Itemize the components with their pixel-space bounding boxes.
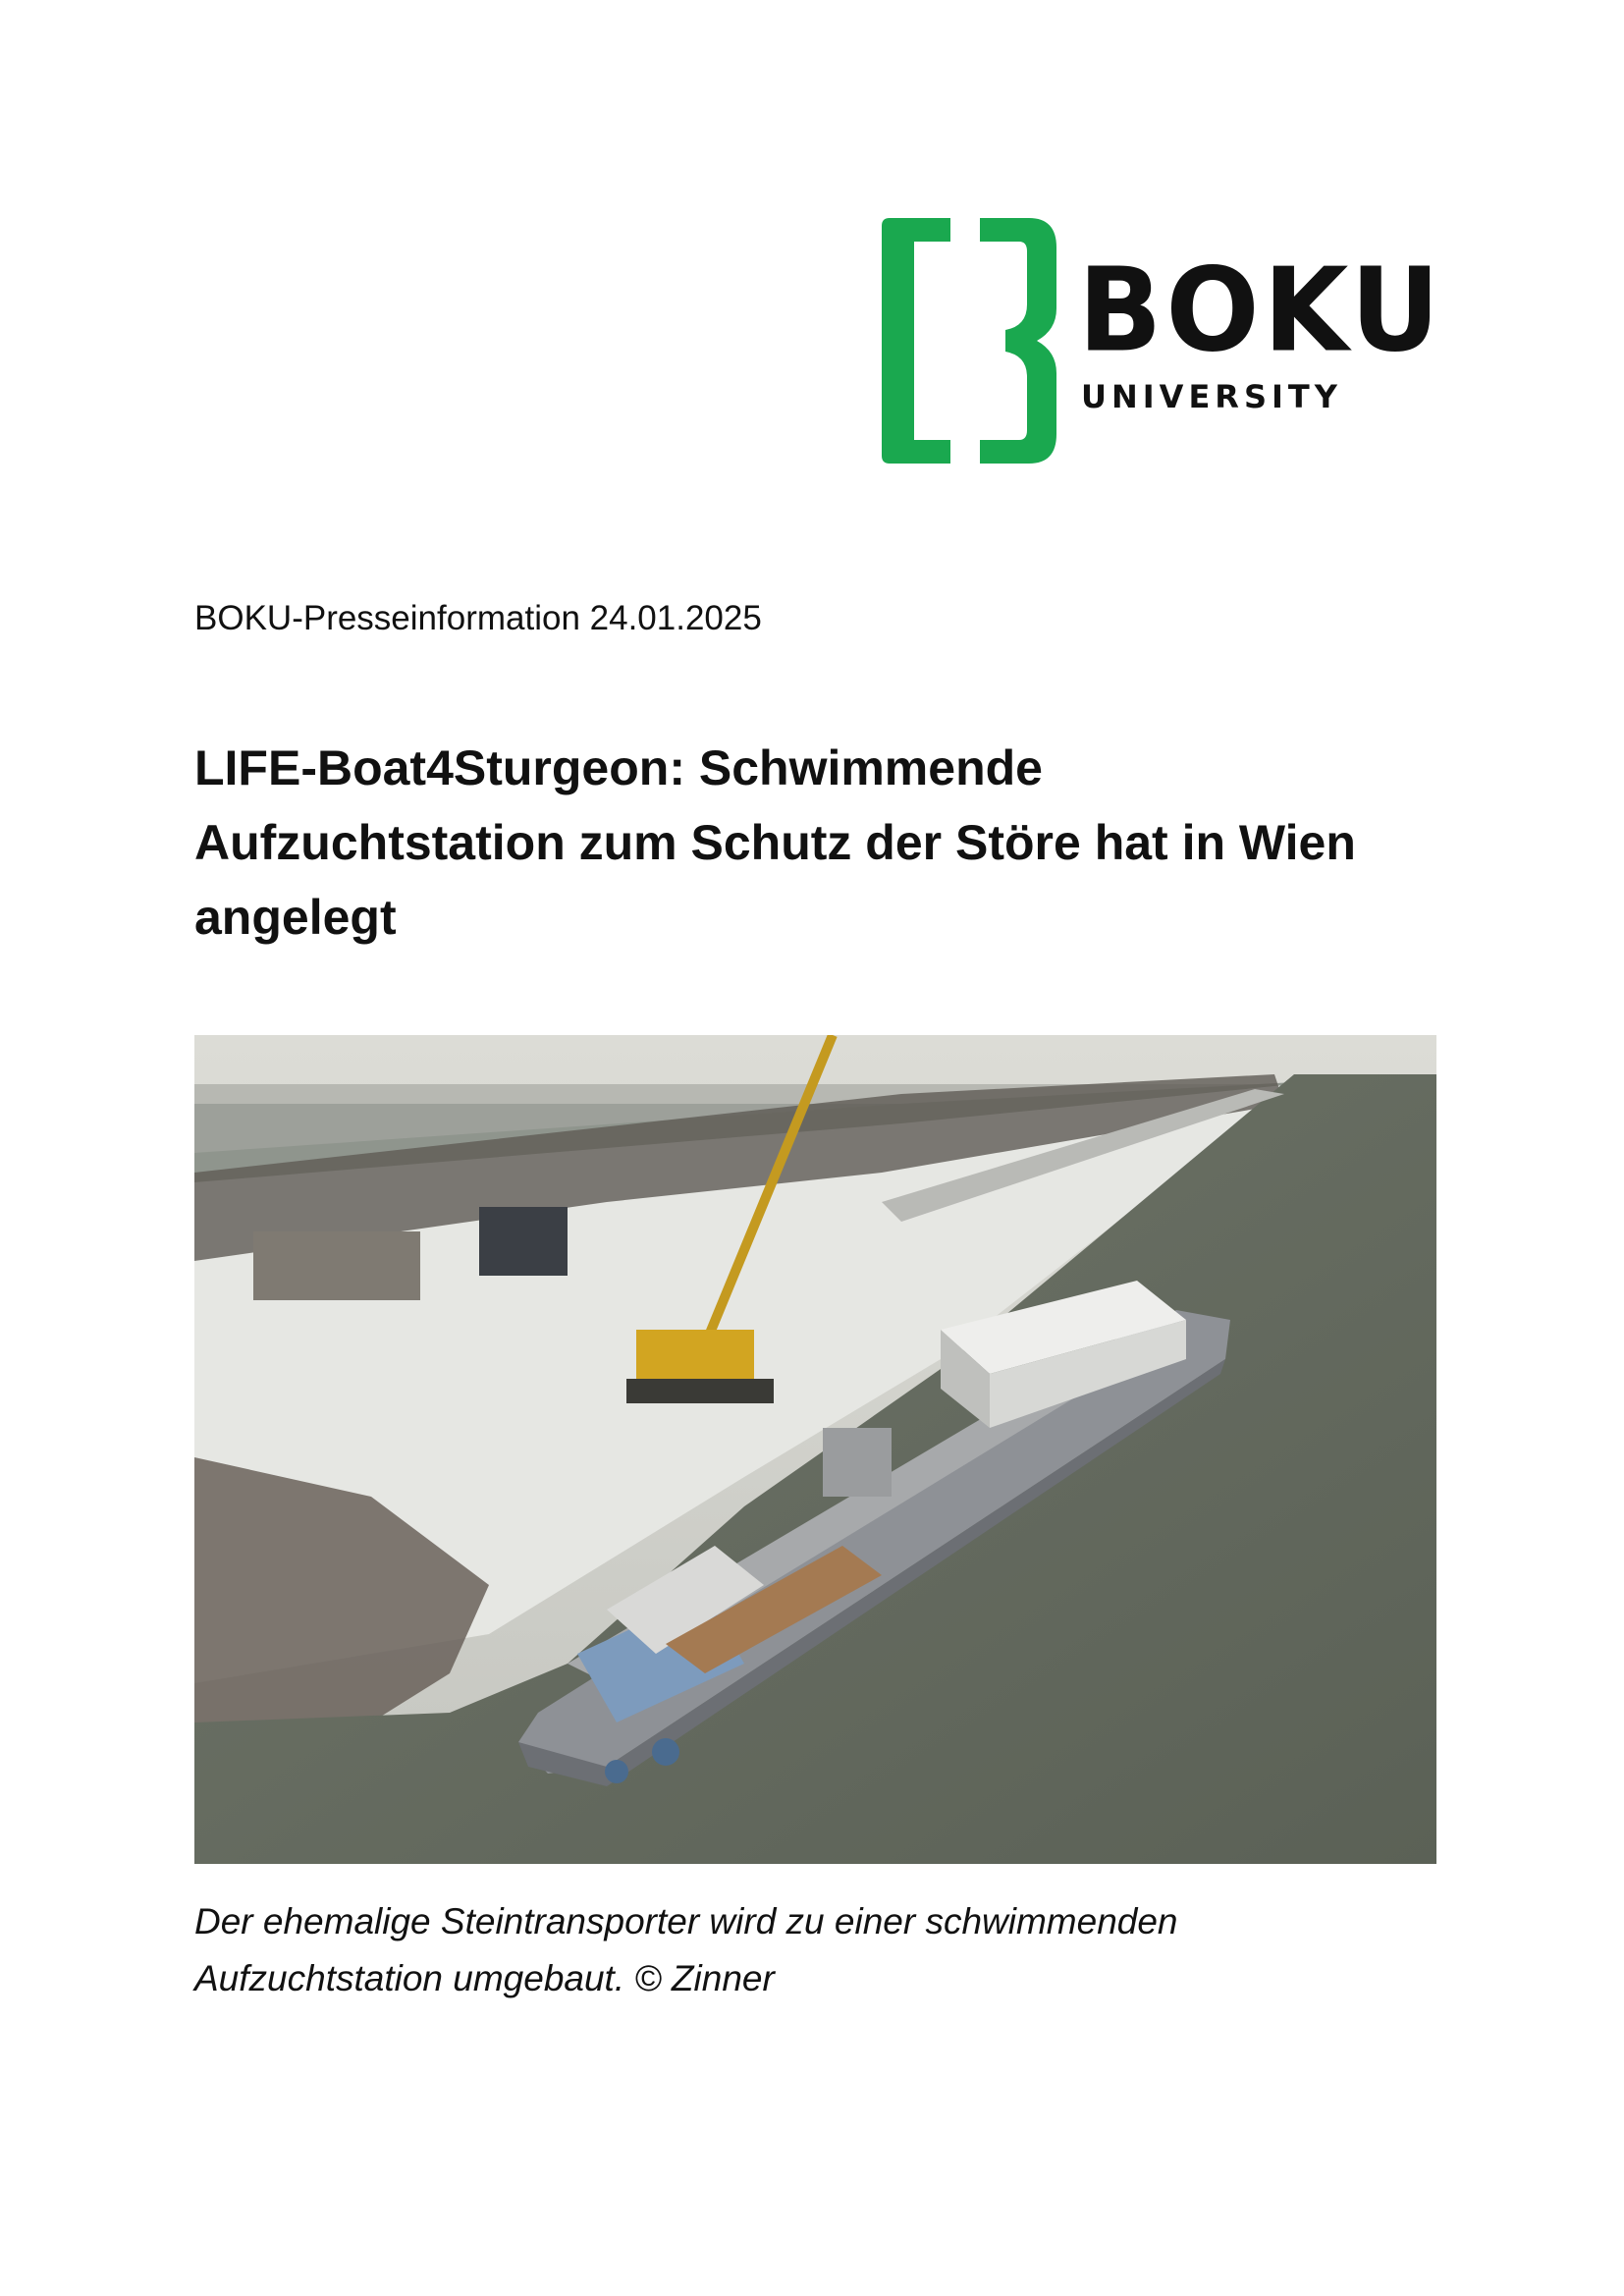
caption-line: Aufzuchtstation umgebaut. © Zinner: [194, 1958, 775, 1998]
press-info-date: BOKU-Presseinformation 24.01.2025: [194, 599, 762, 637]
caption-line: Der ehemalige Steintransporter wird zu einer schwimmenden: [194, 1901, 1178, 1941]
boku-bracket-icon: [882, 218, 1058, 464]
title-line: LIFE-Boat4Sturgeon: Schwimmende: [194, 740, 1043, 795]
title-line: Aufzuchtstation zum Schutz der Störe hat in Wien: [194, 815, 1356, 870]
ship-photo-illustration: [194, 1035, 1436, 1864]
photo-caption: [194, 1893, 1471, 2007]
logo-wordmark: BOKU: [1078, 244, 1444, 379]
ship-photo: [194, 1035, 1436, 1864]
logo-subtitle: UNIVERSITY: [1081, 378, 1342, 415]
boku-logo: [882, 218, 1444, 464]
title-line: angelegt: [194, 890, 397, 945]
page-title: [194, 731, 1471, 955]
